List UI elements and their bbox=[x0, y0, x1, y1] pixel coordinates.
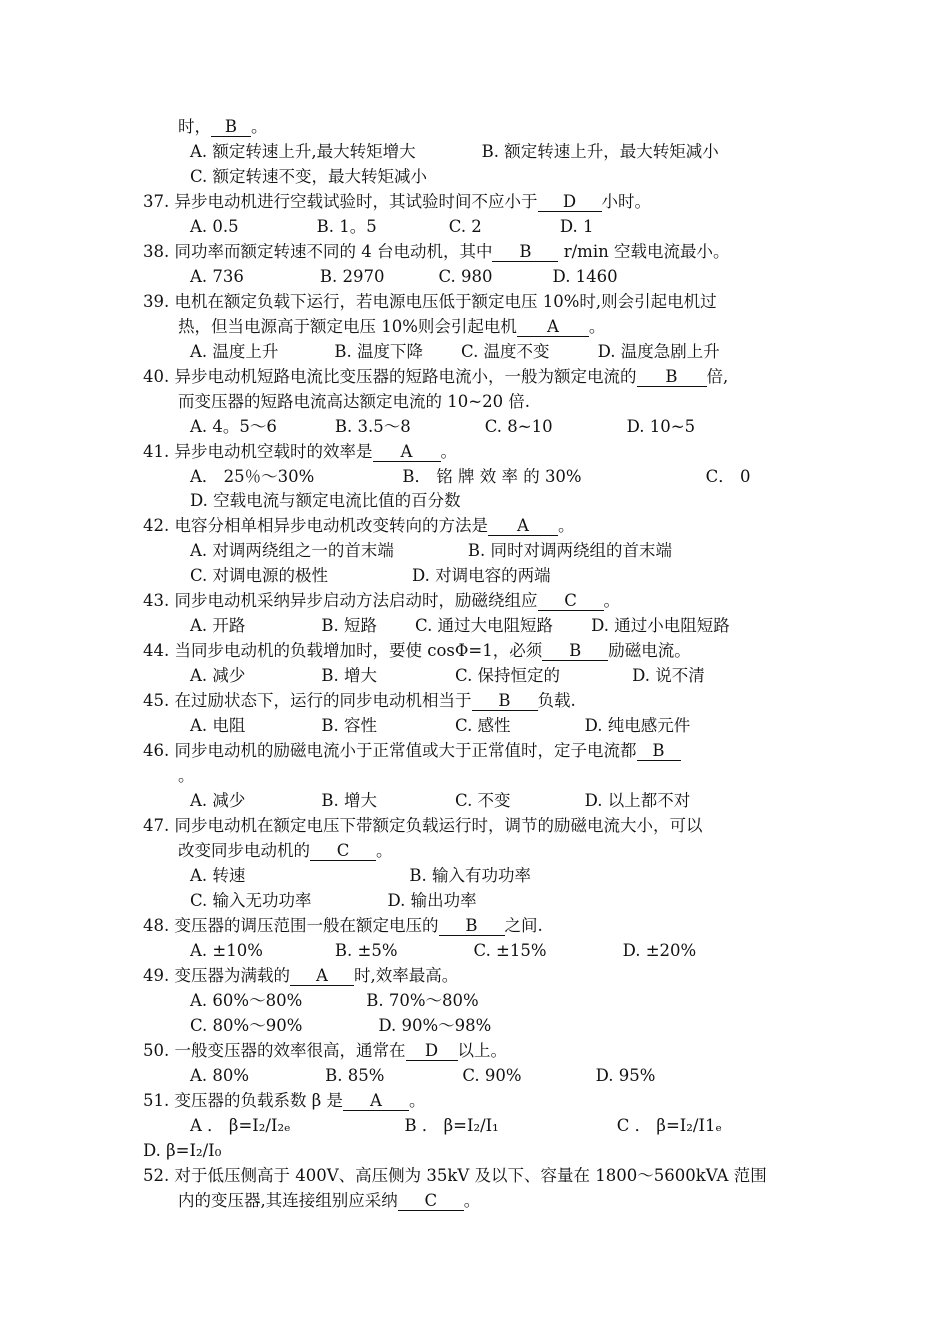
line-text: B. 同时对调两绕组的首末端 bbox=[467, 541, 673, 560]
line-text: 时， bbox=[178, 117, 211, 136]
text-line bbox=[190, 1015, 491, 1037]
line-text: A. 额定转速上升,最大转矩增大 bbox=[190, 142, 416, 161]
line-text: C ． β=I₂/I1ₑ bbox=[616, 1116, 722, 1135]
text-line bbox=[178, 391, 530, 413]
line-text: A. 转速 bbox=[190, 866, 246, 885]
line-text: 37. 异步电动机进行空载试验时，其试验时间不应小于 bbox=[143, 192, 538, 211]
line-text: 内的变压器,其连接组别应采纳 bbox=[178, 1191, 398, 1210]
text-line bbox=[190, 940, 696, 962]
answer-blank: C bbox=[310, 842, 376, 861]
line-text: C. 2 bbox=[448, 217, 482, 236]
text-line bbox=[143, 515, 575, 537]
line-text: B. 输入有功功率 bbox=[409, 866, 532, 885]
line-text: B. 容性 bbox=[321, 716, 378, 735]
line-text: B. 2970 bbox=[319, 267, 385, 286]
line-text: C. 不变 bbox=[455, 791, 511, 810]
line-text: r/min 空载电流最小。 bbox=[558, 242, 730, 261]
answer-blank: B bbox=[472, 692, 538, 711]
line-text: C. 输入无功功率 bbox=[190, 891, 312, 910]
text-line bbox=[143, 815, 703, 837]
line-text: C. 通过大电阻短路 bbox=[415, 616, 554, 635]
text-line bbox=[190, 865, 531, 887]
answer-blank: A bbox=[373, 443, 441, 462]
line-text: D. 1 bbox=[559, 217, 594, 236]
line-text: D. 说不清 bbox=[632, 666, 705, 685]
line-text: B ． β=I₂/I₁ bbox=[404, 1116, 499, 1135]
line-text: 。 bbox=[409, 1091, 426, 1110]
line-text: B. ±5% bbox=[334, 941, 398, 960]
line-text: 45. 在过励状态下，运行的同步电动机相当于 bbox=[143, 691, 472, 710]
answer-blank: D bbox=[406, 1042, 458, 1061]
line-text: C. ±15% bbox=[473, 941, 547, 960]
line-text: A. 温度上升 bbox=[190, 342, 279, 361]
text-line bbox=[190, 341, 720, 363]
line-text: D. 纯电感元件 bbox=[584, 716, 691, 735]
line-text: 。 bbox=[251, 117, 268, 136]
answer-blank: B bbox=[542, 642, 608, 661]
text-line bbox=[143, 965, 458, 987]
line-text: 时,效率最高。 bbox=[354, 966, 459, 985]
text-line bbox=[190, 490, 461, 512]
text-line bbox=[143, 441, 457, 463]
text-line bbox=[143, 690, 576, 712]
line-text: B. 增大 bbox=[321, 791, 378, 810]
line-text: A. 736 bbox=[190, 267, 244, 286]
answer-blank: A bbox=[343, 1092, 409, 1111]
line-text: B. 1。5 bbox=[316, 217, 377, 236]
line-text: 。 bbox=[588, 317, 606, 336]
text-line bbox=[190, 890, 477, 912]
line-text: D. 温度急剧上升 bbox=[597, 342, 720, 361]
answer-blank: A bbox=[290, 967, 354, 986]
line-text: 44. 当同步电动机的负载增加时，要使 cosΦ=1，必须 bbox=[143, 641, 543, 660]
text-line bbox=[190, 416, 695, 438]
text-line bbox=[143, 1165, 767, 1187]
line-text: 47. 同步电动机在额定电压下带额定负载运行时，调节的励磁电流大小，可以 bbox=[143, 816, 703, 835]
answer-blank: A bbox=[517, 318, 589, 337]
line-text: A. 0.5 bbox=[190, 217, 239, 236]
line-text: A. 电阻 bbox=[190, 716, 246, 735]
text-line bbox=[143, 590, 620, 612]
text-line bbox=[190, 790, 690, 812]
text-line bbox=[190, 1115, 722, 1137]
text-line bbox=[178, 116, 268, 138]
answer-blank: B bbox=[637, 368, 707, 387]
line-text: 41. 异步电动机空载时的效率是 bbox=[143, 442, 373, 461]
text-line bbox=[178, 840, 393, 862]
line-text: A. 4。5～6 bbox=[190, 417, 277, 436]
line-text: 之间. bbox=[504, 916, 543, 935]
line-text: B. 温度下降 bbox=[334, 342, 424, 361]
line-text: 。 bbox=[440, 442, 457, 461]
answer-blank: A bbox=[488, 517, 558, 536]
line-text: D. 90%～98% bbox=[378, 1016, 492, 1035]
answer-blank: B bbox=[492, 243, 558, 262]
line-text: C. 90% bbox=[462, 1066, 522, 1085]
text-line bbox=[190, 141, 719, 163]
line-text: 。 bbox=[463, 1191, 481, 1210]
text-line bbox=[190, 1065, 655, 1087]
answer-blank: B bbox=[637, 742, 681, 761]
line-text: 49. 变压器为满载的 bbox=[143, 966, 290, 985]
answer-blank: C bbox=[398, 1192, 464, 1211]
line-text: D. 10~5 bbox=[626, 417, 696, 436]
text-line bbox=[143, 740, 681, 762]
line-text: 39. 电机在额定负载下运行，若电源电压低于额定电压 10%时,则会引起电机过 bbox=[143, 292, 717, 311]
line-text: A. 减少 bbox=[190, 791, 246, 810]
line-text: 励磁电流。 bbox=[608, 641, 691, 660]
line-text: 负载. bbox=[537, 691, 576, 710]
line-text: A. ±10% bbox=[190, 941, 263, 960]
line-text: B. 3.5～8 bbox=[334, 417, 411, 436]
line-text: C. 保持恒定的 bbox=[455, 666, 561, 685]
text-line bbox=[190, 715, 690, 737]
text-line bbox=[178, 1190, 480, 1212]
text-line bbox=[178, 765, 195, 787]
text-line bbox=[143, 1040, 507, 1062]
line-text: 倍, bbox=[706, 367, 729, 386]
text-line bbox=[178, 316, 605, 338]
line-text: 。 bbox=[178, 766, 195, 785]
line-text: C. 对调电源的极性 bbox=[190, 566, 329, 585]
answer-blank: C bbox=[538, 592, 604, 611]
line-text: D. ±20% bbox=[622, 941, 697, 960]
answer-blank: D bbox=[538, 193, 602, 212]
line-text: 热，但当电源高于额定电压 10%则会引起电机 bbox=[178, 317, 517, 336]
line-text: C. 980 bbox=[438, 267, 493, 286]
line-text: C. 80%～90% bbox=[190, 1016, 303, 1035]
line-text: 而变压器的短路电流高达额定电流的 10~20 倍. bbox=[178, 392, 531, 411]
line-text: A. 减少 bbox=[190, 666, 246, 685]
line-text: A ． β=I₂/I₂ₑ bbox=[190, 1116, 291, 1135]
line-text: 40. 异步电动机短路电流比变压器的短路电流小，一般为额定电流的 bbox=[143, 367, 637, 386]
text-line bbox=[143, 1090, 426, 1112]
text-line bbox=[190, 216, 593, 238]
line-text: 38. 同功率而额定转速不同的 4 台电动机，其中 bbox=[143, 242, 493, 261]
text-line bbox=[143, 191, 651, 213]
line-text: D. 1460 bbox=[552, 267, 618, 286]
line-text: 改变同步电动机的 bbox=[178, 841, 310, 860]
line-text: D. 输出功率 bbox=[387, 891, 477, 910]
line-text: C. 8~10 bbox=[484, 417, 553, 436]
text-line bbox=[143, 1140, 221, 1162]
line-text: B. 70%～80% bbox=[366, 991, 479, 1010]
line-text: B. 短路 bbox=[321, 616, 378, 635]
line-text: B. 85% bbox=[325, 1066, 385, 1085]
text-line bbox=[143, 640, 691, 662]
line-text: 。 bbox=[376, 841, 393, 860]
text-line bbox=[190, 466, 751, 488]
line-text: A. 开路 bbox=[190, 616, 246, 635]
line-text: A. 60%～80% bbox=[190, 991, 303, 1010]
line-text: 51. 变压器的负载系数 β 是 bbox=[143, 1091, 344, 1110]
text-line bbox=[190, 990, 479, 1012]
line-text: B. 增大 bbox=[321, 666, 378, 685]
line-text: 。 bbox=[558, 516, 575, 535]
line-text: B． 铭 牌 效 率 的 30% bbox=[402, 467, 582, 486]
text-line bbox=[190, 266, 618, 288]
line-text: 48. 变压器的调压范围一般在额定电压的 bbox=[143, 916, 439, 935]
text-line bbox=[190, 615, 730, 637]
text-line bbox=[190, 540, 672, 562]
text-line bbox=[143, 915, 543, 937]
line-text: D. 以上都不对 bbox=[584, 791, 691, 810]
line-text: C. 温度不变 bbox=[461, 342, 550, 361]
line-text: C. 额定转速不变，最大转矩减小 bbox=[190, 167, 428, 186]
line-text: D. 空载电流与额定电流比值的百分数 bbox=[190, 491, 461, 510]
line-text: A. 对调两绕组之一的首末端 bbox=[190, 541, 394, 560]
text-line bbox=[190, 565, 551, 587]
line-text: D. β=I₂/I₀ bbox=[143, 1141, 222, 1160]
line-text: C. 感性 bbox=[455, 716, 511, 735]
text-line bbox=[143, 241, 729, 263]
line-text: A． 25％～30% bbox=[190, 467, 315, 486]
line-text: 43. 同步电动机采纳异步启动方法启动时，励磁绕组应 bbox=[143, 591, 538, 610]
text-line bbox=[143, 366, 728, 388]
line-text: 46. 同步电动机的励磁电流小于正常值或大于正常值时，定子电流都 bbox=[143, 741, 637, 760]
answer-blank: B bbox=[439, 917, 505, 936]
line-text: 以上。 bbox=[457, 1041, 507, 1060]
text-line bbox=[190, 665, 705, 687]
line-text: A. 80% bbox=[190, 1066, 250, 1085]
answer-blank: B bbox=[211, 118, 251, 137]
line-text: 。 bbox=[603, 591, 620, 610]
line-text: D. 对调电容的两端 bbox=[412, 566, 551, 585]
text-line bbox=[190, 166, 427, 188]
line-text: C． 0 bbox=[705, 467, 751, 486]
line-text: 50. 一般变压器的效率很高，通常在 bbox=[143, 1041, 406, 1060]
line-text: 52. 对于低压侧高于 400V、高压侧为 35kV 及以下、容量在 1800～5600kVA 范围 bbox=[143, 1166, 767, 1185]
line-text: 小时。 bbox=[601, 192, 651, 211]
line-text: 42. 电容分相单相异步电动机改变转向的方法是 bbox=[143, 516, 488, 535]
line-text: D. 通过小电阻短路 bbox=[591, 616, 730, 635]
line-text: D. 95% bbox=[595, 1066, 656, 1085]
text-line bbox=[143, 291, 717, 313]
line-text: B. 额定转速上升，最大转矩减小 bbox=[481, 142, 719, 161]
